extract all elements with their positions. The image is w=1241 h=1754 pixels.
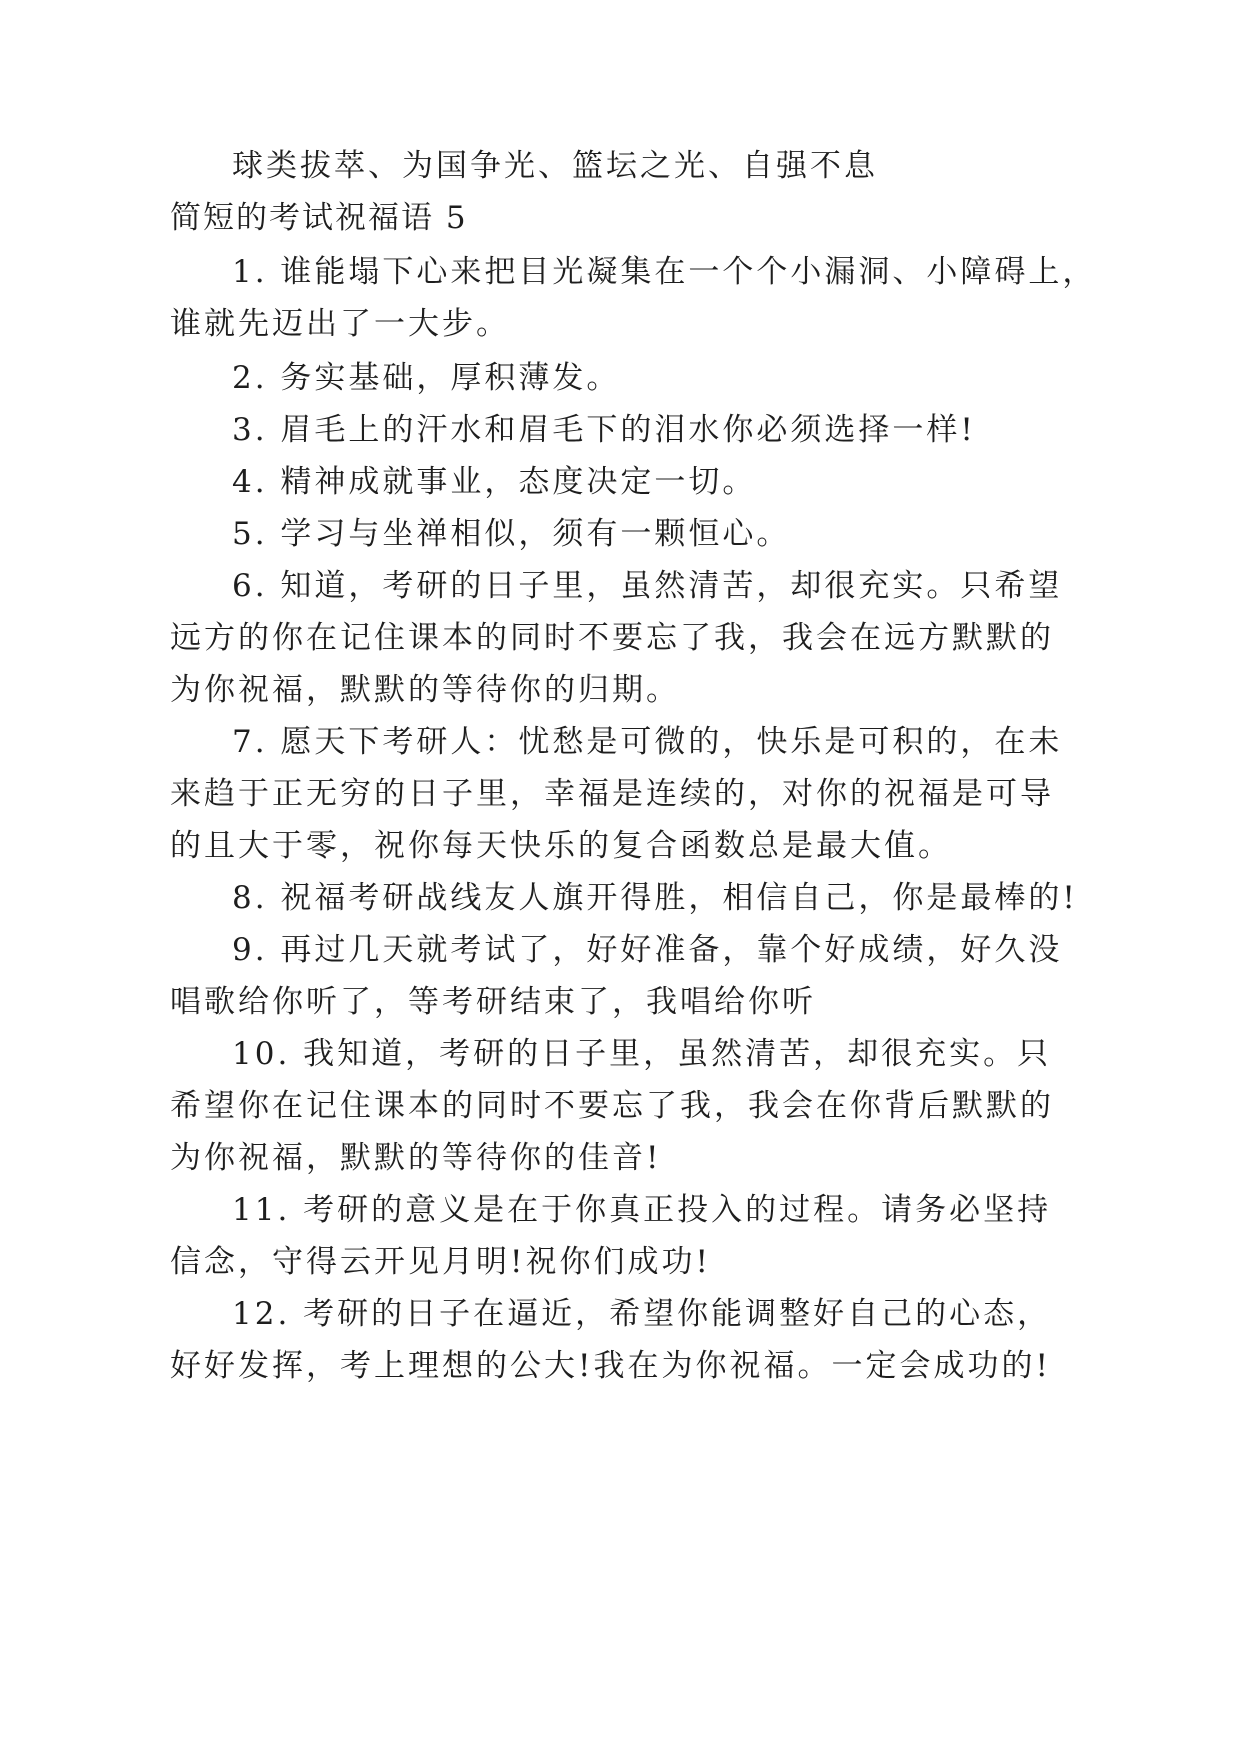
text-line: 6. 知道，考研的日子里，虽然清苦，却很充实。只希望: [232, 568, 1063, 604]
text-line: 好好发挥，考上理想的公大!我在为你祝福。一定会成功的!: [170, 1348, 1051, 1384]
text-line: 1. 谁能塌下心来把目光凝集在一个个小漏洞、小障碍上，: [232, 254, 1097, 290]
text-line: 5. 学习与坐禅相似，须有一颗恒心。: [232, 516, 791, 552]
text-line: 8. 祝福考研战线友人旗开得胜，相信自己，你是最棒的!: [232, 880, 1078, 916]
text-line: 11. 考研的意义是在于你真正投入的过程。请务必坚持: [232, 1192, 1052, 1228]
text-line: 为你祝福，默默的等待你的归期。: [170, 672, 680, 708]
text-line: 唱歌给你听了，等考研结束了，我唱给你听: [170, 984, 816, 1020]
text-line: 为你祝福，默默的等待你的佳音!: [170, 1140, 662, 1176]
text-line: 9. 再过几天就考试了，好好准备，靠个好成绩，好久没: [232, 932, 1063, 968]
text-line: 10. 我知道，考研的日子里，虽然清苦，却很充实。只: [232, 1036, 1052, 1072]
section-title: 简短的考试祝福语 5: [170, 200, 468, 236]
text-line: 12. 考研的日子在逼近，希望你能调整好自己的心态，: [232, 1296, 1052, 1332]
text-line: 4. 精神成就事业，态度决定一切。: [232, 464, 757, 500]
text-line: 来趋于正无穷的日子里，幸福是连续的，对你的祝福是可导: [170, 776, 1054, 812]
text-line: 2. 务实基础，厚积薄发。: [232, 360, 621, 396]
text-line: 3. 眉毛上的汗水和眉毛下的泪水你必须选择一样!: [232, 412, 976, 448]
text-line: 远方的你在记住课本的同时不要忘了我，我会在远方默默的: [170, 620, 1054, 656]
text-line: 希望你在记住课本的同时不要忘了我，我会在你背后默默的: [170, 1088, 1054, 1124]
text-line: 谁就先迈出了一大步。: [170, 306, 510, 342]
intro-line: 球类拔萃、为国争光、篮坛之光、自强不息: [232, 148, 878, 184]
text-line: 信念，守得云开见月明!祝你们成功!: [170, 1244, 711, 1280]
text-line: 7. 愿天下考研人：忧愁是可微的，快乐是可积的，在未: [232, 724, 1063, 760]
text-line: 的且大于零，祝你每天快乐的复合函数总是最大值。: [170, 828, 952, 864]
